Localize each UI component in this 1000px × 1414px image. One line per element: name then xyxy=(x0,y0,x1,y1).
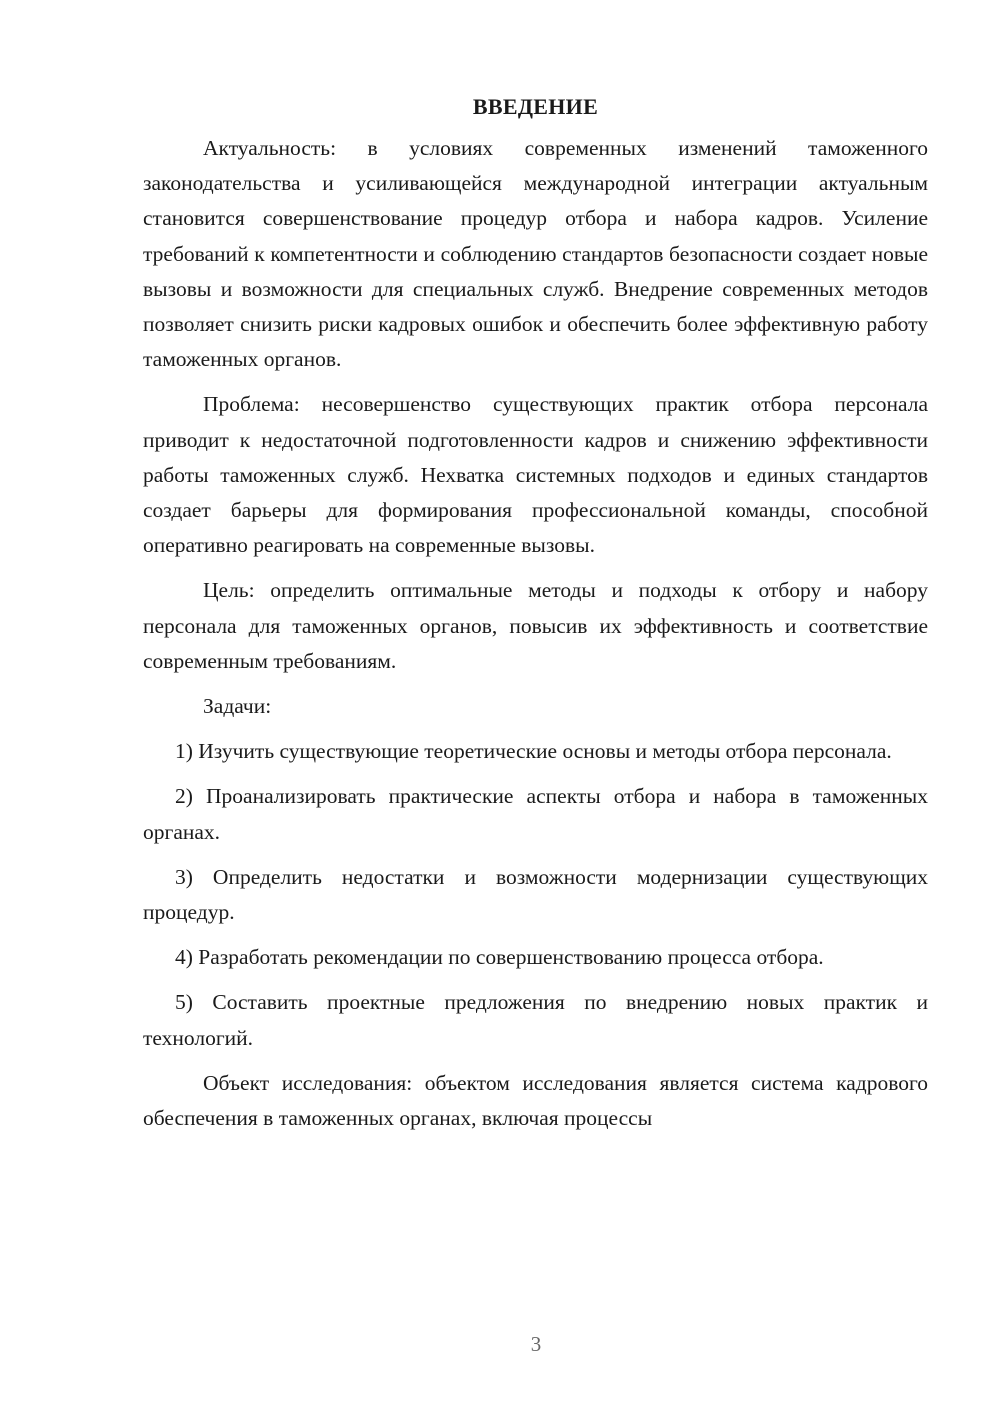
task-item-4: 4) Разработать рекомендации по совершенствованию процесса отбора. xyxy=(175,945,824,970)
document-page xyxy=(143,92,928,1136)
page-number: 3 xyxy=(530,1332,542,1356)
paragraph-research-object: Объект исследования: объектом исследования является система кадрового обеспечения в таможенных органах, включая процессы xyxy=(143,1070,928,1131)
task-item-2: 2) Проанализировать практические аспекты отбора и набора в таможенных органах. xyxy=(143,784,928,844)
task-item-3: 3) Определить недостатки и возможности модернизации существующих процедур. xyxy=(143,864,928,925)
paragraph-relevance: Актуальность: в условиях современных изменений таможенного законодательства и усиливающейся международной интеграции актуальным становится совершенствование процедур отбора и набора кадров. Усиление требований к компетентности и соблюдению стандартов безопасности создает новые вызовы и возможности для специальных служб. Внедрение современных методов позволяет снизить риски кадровых ошибок и обеспечить более эффективную работу таможенных органов. xyxy=(143,136,928,372)
section-title: ВВЕДЕНИЕ xyxy=(472,94,599,119)
task-item-5: 5) Составить проектные предложения по внедрению новых практик и технологий. xyxy=(143,990,928,1050)
paragraph-problem: Проблема: несовершенство существующих практик отбора персонала приводит к недостаточной подготовленности кадров и снижению эффективности работы таможенных служб. Нехватка системных подходов и единых стандартов создает барьеры для формирования профессиональной команды, способной оперативно реагировать на современные вызовы. xyxy=(143,392,928,558)
task-item-1: 1) Изучить существующие теоретические основы и методы отбора персонала. xyxy=(175,739,892,764)
tasks-heading: Задачи: xyxy=(203,694,272,719)
paragraph-goal: Цель: определить оптимальные методы и подходы к отбору и набору персонала для таможенных органов, повысив их эффективность и соответствие современным требованиям. xyxy=(143,578,928,673)
